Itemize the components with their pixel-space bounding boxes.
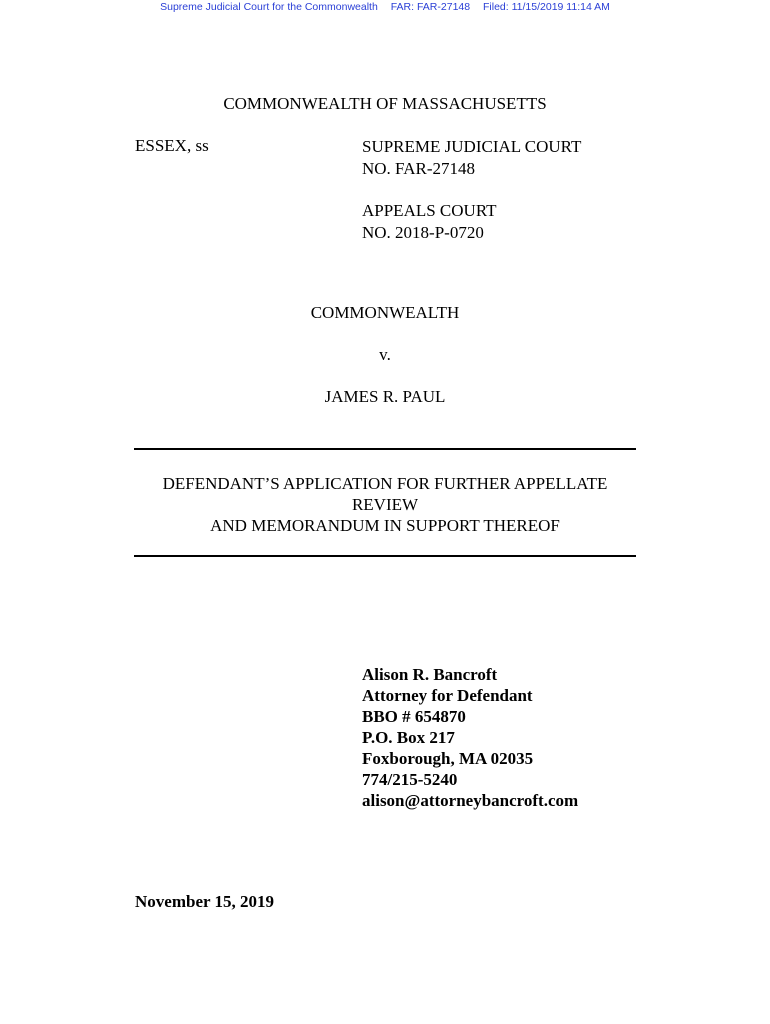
defendant-name: JAMES R. PAUL <box>324 387 446 406</box>
attorney-bbo: BBO # 654870 <box>362 707 466 726</box>
commonwealth-heading: COMMONWEALTH OF MASSACHUSETTS <box>223 94 547 113</box>
bottom-divider <box>134 555 636 557</box>
sjc-number: NO. FAR-27148 <box>362 159 476 178</box>
top-divider <box>134 448 636 450</box>
appeals-court-name: APPEALS COURT <box>362 201 497 220</box>
document-title <box>134 473 636 536</box>
attorney-address-line1: P.O. Box 217 <box>362 728 455 747</box>
filing-date: November 15, 2019 <box>135 892 274 911</box>
county-label: ESSEX, ss <box>135 136 209 155</box>
stamp-filed-date: Filed: 11/15/2019 11:14 AM <box>483 1 610 13</box>
sjc-name: SUPREME JUDICIAL COURT <box>362 137 582 156</box>
attorney-name: Alison R. Bancroft <box>362 665 498 684</box>
document-title-line1: DEFENDANT’S APPLICATION FOR FURTHER APPELLATE <box>162 474 608 493</box>
attorney-block <box>362 664 578 811</box>
appeals-court-number: NO. 2018-P-0720 <box>362 223 484 242</box>
attorney-email: alison@attorneybancroft.com <box>362 791 579 810</box>
versus-label: v. <box>379 345 391 364</box>
court-block <box>362 136 581 244</box>
filing-stamp <box>0 0 770 14</box>
document-title-line3: AND MEMORANDUM IN SUPPORT THEREOF <box>210 516 560 535</box>
plaintiff-name: COMMONWEALTH <box>310 303 460 322</box>
stamp-far-number: FAR: FAR-27148 <box>390 1 471 13</box>
attorney-role: Attorney for Defendant <box>362 686 533 705</box>
attorney-address-line2: Foxborough, MA 02035 <box>362 749 534 768</box>
stamp-court: Supreme Judicial Court for the Commonwealth <box>160 1 378 13</box>
attorney-phone: 774/215-5240 <box>362 770 458 789</box>
document-title-line2: REVIEW <box>351 495 419 514</box>
